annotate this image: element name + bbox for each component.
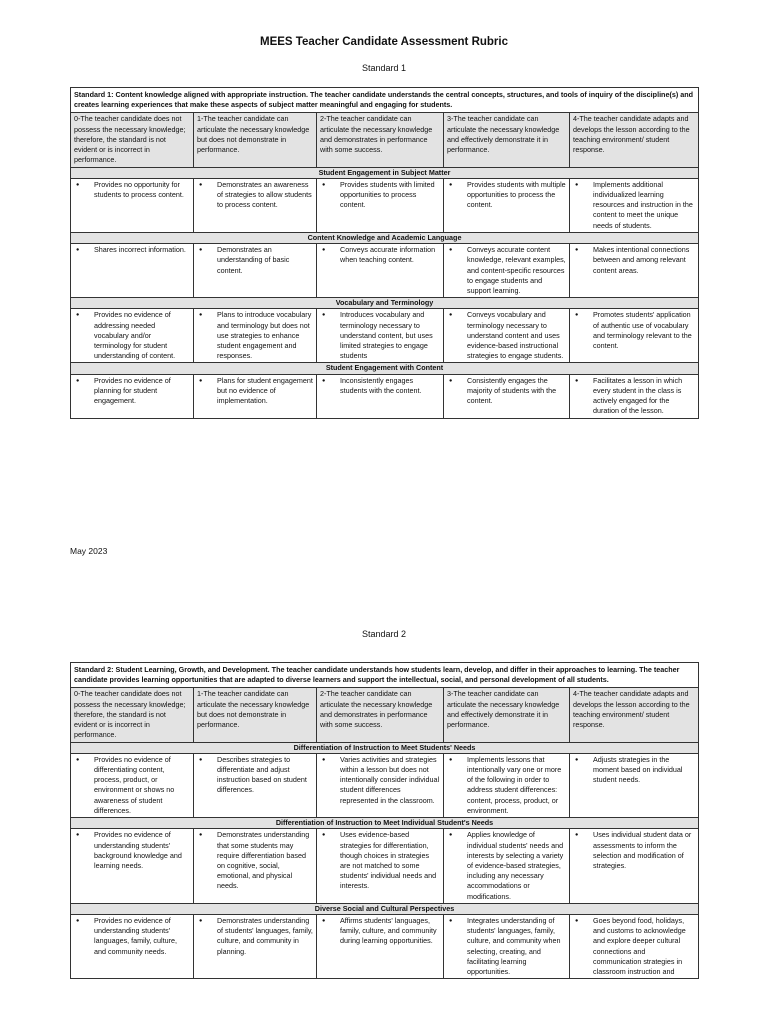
standard-1-heading: Standard 1	[361, 63, 407, 73]
criteria-row	[71, 915, 699, 979]
section-header-row	[71, 363, 699, 374]
criteria-cell	[71, 829, 194, 904]
criteria-cell	[317, 753, 444, 817]
criteria-bullet: ● Applies knowledge of individual students' needs and interests by selecting a variety of evidence-based strategies, including any necessary accommodations or modifications.	[447, 830, 566, 902]
section-title: Content Knowledge and Academic Language	[71, 232, 699, 243]
criteria-cell	[71, 244, 194, 298]
standard-description-row	[71, 663, 699, 688]
criteria-row	[71, 753, 699, 817]
criteria-cell	[570, 374, 699, 418]
criteria-cell	[570, 244, 699, 298]
criteria-cell	[444, 178, 570, 232]
section-title: Vocabulary and Terminology	[71, 298, 699, 309]
criteria-bullet: ● Provides no evidence of understanding students' background knowledge and learning needs.	[74, 830, 190, 871]
criteria-cell	[444, 309, 570, 363]
level-1-cell: 1-The teacher candidate can articulate the necessary knowledge but does not demonstrate in performance.	[194, 113, 317, 167]
criteria-row	[71, 309, 699, 363]
section-header-row	[71, 742, 699, 753]
standard-description: Standard 2: Student Learning, Growth, and Development. The teacher candidate understands how students learn, develop, and differ in their approaches to learning. The teacher candidate provides learning opportunities that are adapted to diverse learners and support the intellectual, social, and personal development of all students.	[71, 663, 699, 688]
criteria-cell	[444, 374, 570, 418]
criteria-bullet: ● Uses evidence-based strategies for differentiation, though choices in strategies are not matched to some students' individual needs and interests.	[320, 830, 440, 891]
criteria-bullet: ● Provides no evidence of addressing needed vocabulary and/or terminology for student understanding of content.	[74, 310, 190, 361]
criteria-cell	[570, 309, 699, 363]
criteria-cell	[570, 829, 699, 904]
level-0-cell: 0-The teacher candidate does not possess the necessary knowledge; therefore, the standard is not evident or is incorrect in performance.	[71, 113, 194, 167]
performance-levels-row	[71, 113, 699, 167]
level-0-cell: 0-The teacher candidate does not possess the necessary knowledge; therefore, the standard is not evident or is incorrect in performance.	[71, 688, 194, 742]
criteria-bullet: ● Provides students with limited opportunities to process content.	[320, 180, 440, 211]
criteria-cell	[317, 178, 444, 232]
criteria-row	[71, 374, 699, 418]
section-header-row	[71, 818, 699, 829]
criteria-cell	[570, 753, 699, 817]
document-title: MEES Teacher Candidate Assessment Rubric	[260, 36, 508, 48]
level-3-cell: 3-The teacher candidate can articulate the necessary knowledge and effectively demonstrate it in performance.	[444, 113, 570, 167]
criteria-cell	[194, 374, 317, 418]
criteria-bullet: ● Plans to introduce vocabulary and terminology but does not use strategies to enhance student engagement and responses.	[197, 310, 313, 361]
criteria-bullet: ● Provides students with multiple opportunities to process the content.	[447, 180, 566, 211]
criteria-bullet: ● Makes intentional connections between and among relevant content areas.	[573, 245, 695, 276]
criteria-bullet: ● Uses individual student data or assessments to inform the selection and modification of strategies.	[573, 830, 695, 871]
level-4-cell: 4-The teacher candidate adapts and develops the lesson according to the teaching environment/ student response.	[570, 688, 699, 742]
criteria-cell	[194, 829, 317, 904]
criteria-bullet: ● Facilitates a lesson in which every student in the class is actively engaged for the duration of the lesson.	[573, 376, 695, 417]
criteria-bullet: ● Consistently engages the majority of students with the content.	[447, 376, 566, 407]
criteria-cell	[194, 309, 317, 363]
criteria-bullet: ● Implements additional individualized learning resources and instruction in the content to meet the unique needs of students.	[573, 180, 695, 231]
criteria-bullet: ● Provides no evidence of understanding students' languages, family, culture, and community needs.	[74, 916, 190, 957]
section-title: Student Engagement in Subject Matter	[71, 167, 699, 178]
criteria-cell	[71, 178, 194, 232]
criteria-cell	[194, 178, 317, 232]
criteria-bullet: ● Demonstrates understanding that some students may require differentiation based on cognitive, social, emotional, and physical needs.	[197, 830, 313, 891]
level-2-cell: 2-The teacher candidate can articulate the necessary knowledge and demonstrates in performance with some success.	[317, 688, 444, 742]
criteria-cell	[71, 915, 194, 979]
criteria-cell	[194, 915, 317, 979]
criteria-bullet: ● Conveys accurate information when teaching content.	[320, 245, 440, 265]
performance-levels-row	[71, 688, 699, 742]
standard-description: Standard 1: Content knowledge aligned with appropriate instruction. The teacher candidate understands the central concepts, structures, and tools of inquiry of the discipline(s) and creates learning experiences that make these aspects of subject matter meaningful and engaging for students.	[71, 88, 699, 113]
criteria-cell	[194, 753, 317, 817]
criteria-cell	[71, 753, 194, 817]
criteria-cell	[317, 829, 444, 904]
criteria-bullet: ● Demonstrates understanding of students' languages, family, culture, and community in planning.	[197, 916, 313, 957]
criteria-bullet: ● Describes strategies to differentiate and adjust instruction based on student differences.	[197, 755, 313, 796]
section-header-row	[71, 232, 699, 243]
level-2-cell: 2-The teacher candidate can articulate the necessary knowledge and demonstrates in performance with some success.	[317, 113, 444, 167]
criteria-cell	[194, 244, 317, 298]
criteria-cell	[71, 309, 194, 363]
criteria-bullet: ● Inconsistently engages students with the content.	[320, 376, 440, 396]
criteria-bullet: ● Implements lessons that intentionally vary one or more of the following in order to address student differences: content, process, product, or environment.	[447, 755, 566, 816]
criteria-cell	[444, 915, 570, 979]
criteria-bullet: ● Promotes students' application of authentic use of vocabulary and terminology relevant to the content.	[573, 310, 695, 351]
criteria-cell	[317, 915, 444, 979]
section-title: Differentiation of Instruction to Meet Individual Student's Needs	[71, 818, 699, 829]
level-1-cell: 1-The teacher candidate can articulate the necessary knowledge but does not demonstrate in performance.	[194, 688, 317, 742]
criteria-bullet: ● Goes beyond food, holidays, and customs to acknowledge and explore deeper cultural connections and communication strategies in classroom instruction and	[573, 916, 695, 977]
criteria-cell	[570, 915, 699, 979]
criteria-bullet: ● Demonstrates an awareness of strategies to allow students to process content.	[197, 180, 313, 211]
criteria-bullet: ● Adjusts strategies in the moment based on individual student needs.	[573, 755, 695, 786]
section-title: Differentiation of Instruction to Meet Students' Needs	[71, 742, 699, 753]
criteria-bullet: ● Varies activities and strategies within a lesson but does not intentionally consider individual student differences represented in the classroom.	[320, 755, 440, 806]
criteria-row	[71, 244, 699, 298]
criteria-row	[71, 178, 699, 232]
criteria-row	[71, 829, 699, 904]
criteria-bullet: ● Conveys accurate content knowledge, relevant examples, and content-specific resources to engage students and support learning.	[447, 245, 566, 296]
criteria-bullet: ● Provides no evidence of differentiating content, process, product, or environment or shows no awareness of student differences.	[74, 755, 190, 816]
criteria-bullet: ● Plans for student engagement but no evidence of implementation.	[197, 376, 313, 407]
criteria-bullet: ● Demonstrates an understanding of basic content.	[197, 245, 313, 276]
criteria-bullet: ● Conveys vocabulary and terminology necessary to understand content and uses evidence-based instructional strategies to engage students.	[447, 310, 566, 361]
standard-description-row	[71, 88, 699, 113]
footer-date: May 2023	[70, 546, 108, 556]
criteria-cell	[444, 244, 570, 298]
criteria-bullet: ● Shares incorrect information.	[74, 245, 190, 255]
criteria-cell	[71, 374, 194, 418]
section-title: Diverse Social and Cultural Perspectives	[71, 903, 699, 914]
standard-1-rubric-table	[70, 87, 699, 419]
section-title: Student Engagement with Content	[71, 363, 699, 374]
criteria-cell	[570, 178, 699, 232]
section-header-row	[71, 298, 699, 309]
criteria-bullet: ● Affirms students' languages, family, culture, and community during learning opportunities.	[320, 916, 440, 947]
criteria-bullet: ● Provides no opportunity for students to process content.	[74, 180, 190, 200]
standard-2-heading: Standard 2	[361, 629, 407, 639]
standard-2-rubric-table	[70, 662, 699, 979]
criteria-cell	[317, 244, 444, 298]
level-4-cell: 4-The teacher candidate adapts and develops the lesson according to the teaching environment/ student response.	[570, 113, 699, 167]
level-3-cell: 3-The teacher candidate can articulate the necessary knowledge and effectively demonstrate it in performance.	[444, 688, 570, 742]
criteria-bullet: ● Introduces vocabulary and terminology necessary to understand content, but uses limited strategies to engage students	[320, 310, 440, 361]
criteria-cell	[444, 753, 570, 817]
criteria-cell	[317, 374, 444, 418]
section-header-row	[71, 167, 699, 178]
section-header-row	[71, 903, 699, 914]
criteria-bullet: ● Integrates understanding of students' languages, family, culture, and community when selecting, creating, and facilitating learning opportunities.	[447, 916, 566, 977]
criteria-cell	[444, 829, 570, 904]
criteria-bullet: ● Provides no evidence of planning for student engagement.	[74, 376, 190, 407]
criteria-cell	[317, 309, 444, 363]
